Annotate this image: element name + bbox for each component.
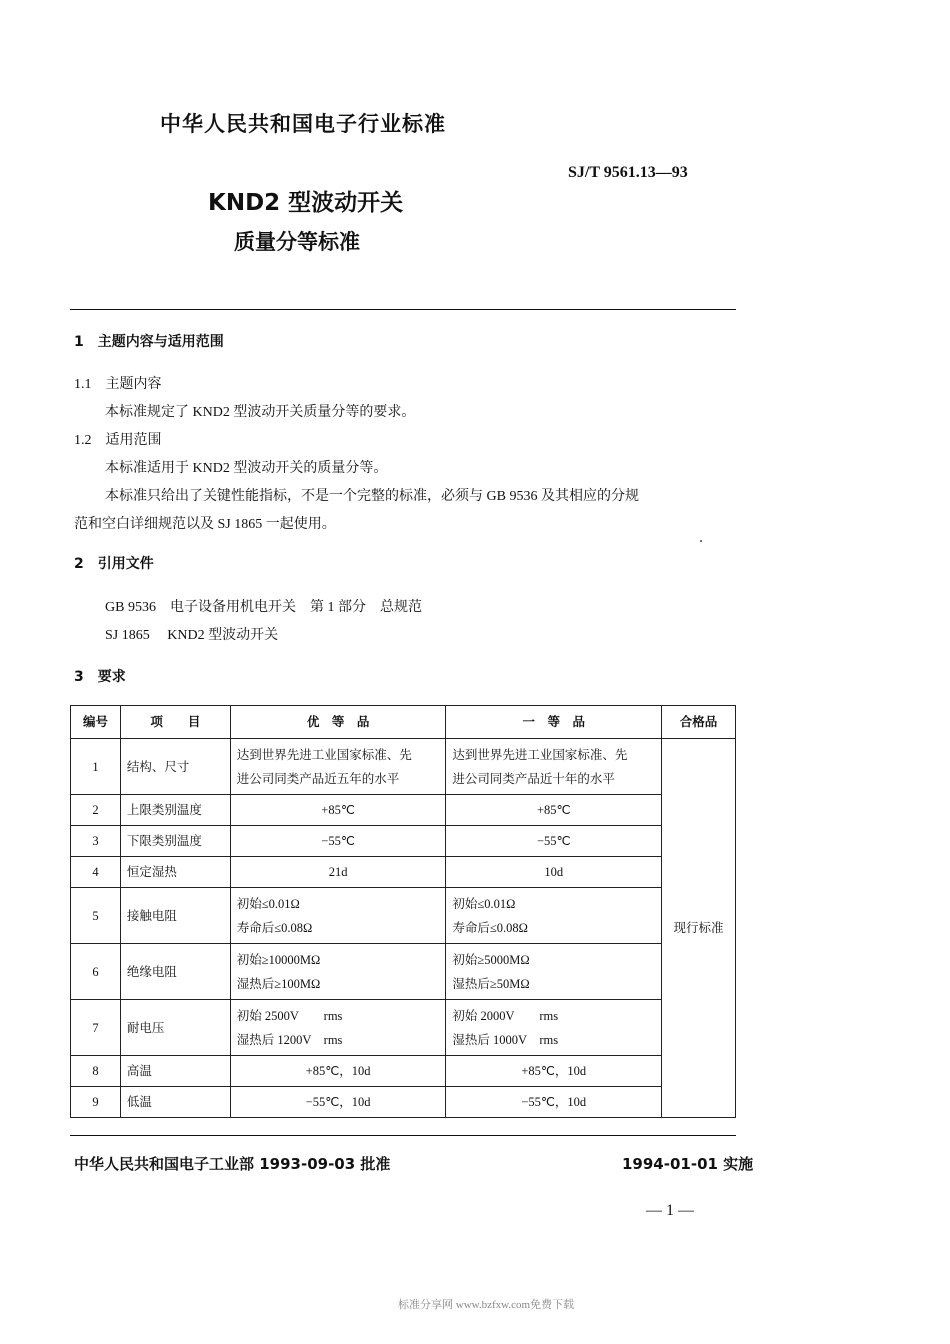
header-divider [70, 309, 736, 310]
row-superior: 达到世界先进工业国家标准、先 进公司同类产品近五年的水平 [230, 739, 446, 795]
row-superior: +85℃ [230, 795, 446, 826]
row-item: 低温 [120, 1087, 230, 1118]
table-row [71, 857, 736, 888]
table-row [71, 1056, 736, 1087]
row-item: 恒定湿热 [120, 857, 230, 888]
row-superior: 初始≤0.01Ω 寿命后≤0.08Ω [230, 888, 446, 944]
row-item: 结构、尺寸 [120, 739, 230, 795]
section1-2-text: 本标准适用于 KND2 型波动开关的质量分等。 [105, 461, 388, 476]
row-number: 7 [71, 1000, 121, 1056]
row-number: 8 [71, 1056, 121, 1087]
qualified-grade-cell: 现行标准 [662, 739, 736, 1118]
table-row [71, 1087, 736, 1118]
section3-heading: 3 要求 [74, 669, 126, 685]
row-first: 达到世界先进工业国家标准、先 进公司同类产品近十年的水平 [446, 739, 662, 795]
section1-1-text: 本标准规定了 KND2 型波动开关质量分等的要求。 [105, 405, 416, 420]
row-first: 初始≤0.01Ω 寿命后≤0.08Ω [446, 888, 662, 944]
row-first: +85℃ [446, 795, 662, 826]
header-first-grade: 一 等 品 [446, 706, 662, 739]
row-number: 4 [71, 857, 121, 888]
row-first: 10d [446, 857, 662, 888]
footer-divider [70, 1135, 736, 1136]
section1-2-note-line1: 本标准只给出了关键性能指标，不是一个完整的标准，必须与 GB 9536 及其相应的分规 [105, 489, 639, 504]
table-row [71, 1000, 736, 1056]
header-qualified-grade: 合格品 [662, 706, 736, 739]
table-row [71, 795, 736, 826]
scan-speck [700, 540, 702, 542]
row-number: 6 [71, 944, 121, 1000]
row-superior: −55℃，10d [230, 1087, 446, 1118]
row-superior: 21d [230, 857, 446, 888]
table-row [71, 826, 736, 857]
document-title-line1: KND2 型波动开关 [208, 190, 404, 216]
header-superior-grade: 优 等 品 [230, 706, 446, 739]
table-header-row [71, 706, 736, 739]
section1-heading: 1 主题内容与适用范围 [74, 334, 224, 350]
section1-2-note-line2: 范和空白详细规范以及 SJ 1865 一起使用。 [74, 517, 336, 532]
row-first: −55℃，10d [446, 1087, 662, 1118]
row-item: 下限类别温度 [120, 826, 230, 857]
reference-sj1865: SJ 1865 KND2 型波动开关 [105, 628, 279, 643]
row-superior: 初始 2500V rms 湿热后 1200V rms [230, 1000, 446, 1056]
row-item: 高温 [120, 1056, 230, 1087]
row-number: 9 [71, 1087, 121, 1118]
row-first: +85℃，10d [446, 1056, 662, 1087]
row-item: 接触电阻 [120, 888, 230, 944]
approval-text: 中华人民共和国电子工业部 1993-09-03 批准 [74, 1155, 391, 1173]
row-number: 5 [71, 888, 121, 944]
row-item: 上限类别温度 [120, 795, 230, 826]
table-row [71, 888, 736, 944]
row-number: 2 [71, 795, 121, 826]
row-number: 1 [71, 739, 121, 795]
section2-heading: 2 引用文件 [74, 556, 154, 572]
row-item: 耐电压 [120, 1000, 230, 1056]
row-superior: +85℃，10d [230, 1056, 446, 1087]
effective-date: 1994-01-01 实施 [622, 1155, 754, 1173]
row-first: 初始≥5000MΩ 湿热后≥50MΩ [446, 944, 662, 1000]
page-number: — 1 — [646, 1202, 694, 1219]
row-first: 初始 2000V rms 湿热后 1000V rms [446, 1000, 662, 1056]
header-item: 项 目 [120, 706, 230, 739]
header-number: 编号 [71, 706, 121, 739]
row-item: 绝缘电阻 [120, 944, 230, 1000]
standard-number: SJ/T 9561.13—93 [568, 164, 688, 181]
section1-1-heading: 1.1 主题内容 [74, 377, 162, 392]
row-first: −55℃ [446, 826, 662, 857]
section1-2-heading: 1.2 适用范围 [74, 433, 162, 448]
reference-gb9536: GB 9536 电子设备用机电开关 第 1 部分 总规范 [105, 600, 422, 615]
row-number: 3 [71, 826, 121, 857]
row-superior: 初始≥10000MΩ 湿热后≥100MΩ [230, 944, 446, 1000]
source-watermark: 标准分享网 www.bzfxw.com免费下载 [398, 1299, 575, 1311]
table-row [71, 739, 736, 795]
issuer-header: 中华人民共和国电子行业标准 [160, 112, 446, 136]
requirements-table [70, 705, 736, 1118]
document-title-line2: 质量分等标准 [234, 230, 360, 254]
row-superior: −55℃ [230, 826, 446, 857]
table-row [71, 944, 736, 1000]
